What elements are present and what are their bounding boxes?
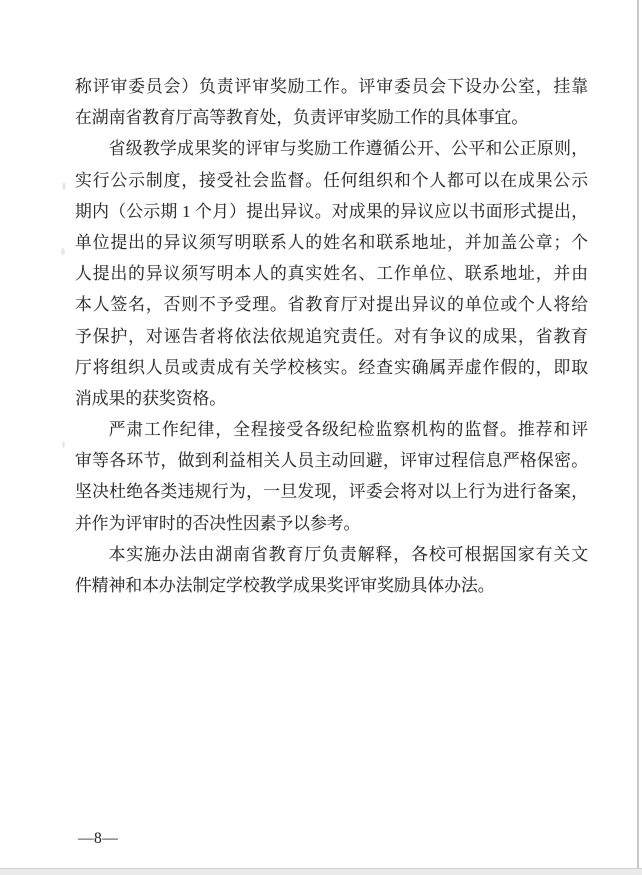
text-line: 严肃工作纪律，全程接受各级纪检监察机构的监督。推荐和评	[108, 420, 588, 440]
text-line: 称评审委员会）负责评审奖励工作。评审委员会下设办公室，挂靠	[75, 77, 588, 96]
text-line: 予保护，对诬告者将依法依规追究责任。对有争议的成果，省教育	[75, 326, 588, 346]
text-line: 人提出的异议须写明本人的真实姓名、工作单位、联系地址，并由	[75, 264, 588, 284]
text-line: 省级教学成果奖的评审与奖励工作遵循公开、公平和公正原则，	[108, 139, 588, 159]
text-line: 审等各环节，做到利益相关人员主动回避，评审过程信息严格保密。	[75, 451, 588, 471]
text-line: 在湖南省教育厅高等教育处，负责评审奖励工作的具体事宜。	[75, 108, 529, 128]
text-line: 单位提出的异议须写明联系人的姓名和联系地址，并加盖公章；个	[75, 232, 588, 252]
text-line: 本实施办法由湖南省教育厅负责解释，各校可根据国家有关文	[108, 544, 588, 564]
text-line: 实行公示制度，接受社会监督。任何组织和个人都可以在成果公示	[75, 170, 588, 190]
scan-speck	[62, 441, 65, 448]
text-line: 并作为评审时的否决性因素予以参考。	[75, 513, 361, 533]
text-line: 件精神和本办法制定学校教学成果奖评审奖励具体办法。	[75, 576, 495, 595]
scan-bottom-edge	[0, 868, 642, 875]
text-line: 期内（公示期 1 个月）提出异议。对成果的异议应以书面形式提出，	[75, 201, 588, 221]
text-line: 消成果的获奖资格。	[75, 388, 227, 408]
page-right-edge	[637, 0, 639, 869]
scan-speck	[62, 182, 66, 190]
page-number: —8—	[78, 830, 119, 847]
text-line: 本人签名，否则不予受理。省教育厅对提出异议的单位或个人将给	[75, 295, 588, 315]
text-line: 坚决杜绝各类违规行为，一旦发现，评委会将对以上行为进行备案，	[75, 482, 588, 502]
body-text	[75, 71, 588, 601]
text-line: 厅将组织人员或责成有关学校核实。经查实确属弄虚作假的，即取	[75, 357, 588, 377]
scan-speck	[61, 248, 65, 255]
